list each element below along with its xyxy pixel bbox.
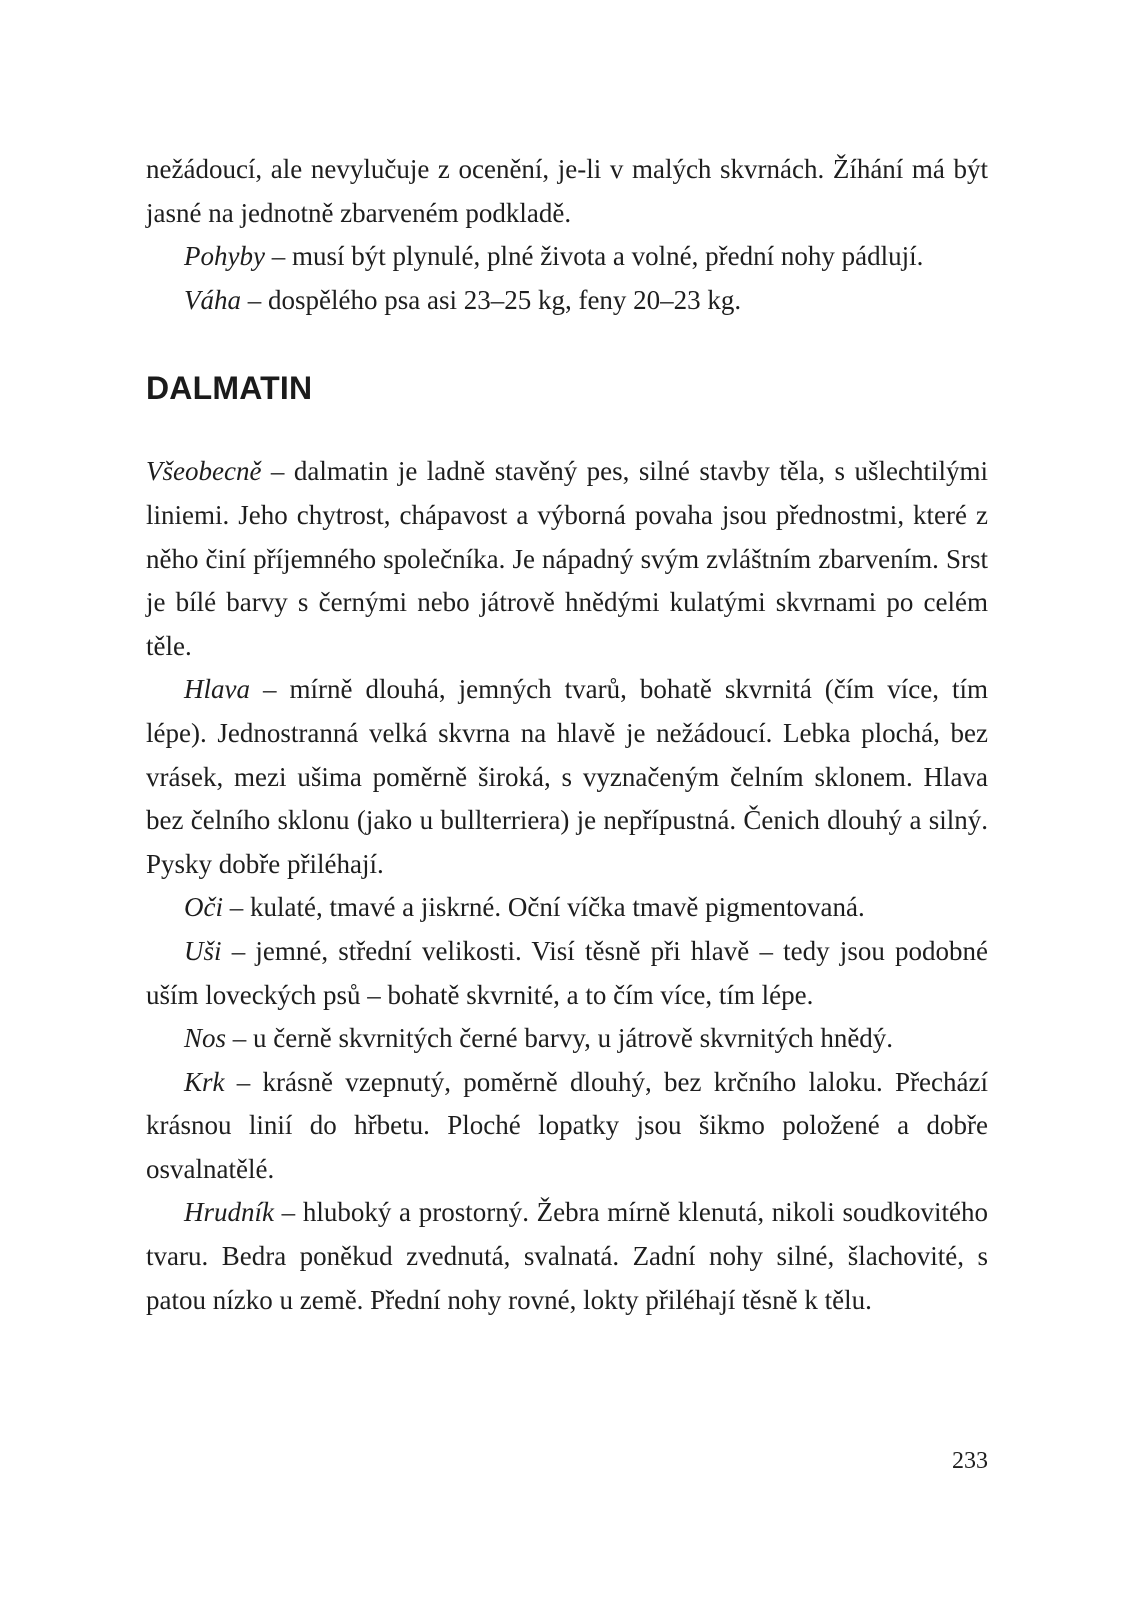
page-body	[146, 148, 988, 1322]
page-number: 233	[952, 1448, 988, 1474]
paragraph-hrudnik	[146, 1191, 988, 1322]
paragraph-nos	[146, 1017, 988, 1061]
paragraph-oci	[146, 886, 988, 930]
paragraph-term: Všeobecně	[146, 456, 262, 487]
paragraph-text: – dalmatin je ladně stavěný pes, silné stavby těla, s ušlechtilými liniemi. Jeho chytrost, chápavost a výborná povaha jsou přednostmi, které z něho činí příjemného společníka. Je nápadný svým zvláštním zbarvením. Srst je bílé barvy s černými nebo játrově hnědými kulatými skvrnami po celém těle.	[146, 456, 988, 661]
paragraph-vaha	[146, 279, 988, 323]
paragraph-text: – mírně dlouhá, jemných tvarů, bohatě skvrnitá (čím více, tím lépe). Jednostranná velká skvrna na hlavě je nežádoucí. Lebka plochá, bez vrásek, mezi ušima poměrně široká, s vyznačeným čelním sklonem. Hlava bez čelního sklonu (jako u bullterriera) je nepřípustná. Čenich dlouhý a silný. Pysky dobře přiléhají.	[146, 674, 988, 879]
paragraph-text: – hluboký a prostorný. Žebra mírně klenutá, nikoli soudkovitého tvaru. Bedra poněkud zvednutá, svalnatá. Zadní nohy silné, šlachovité, s patou nízko u země. Přední nohy rovné, lokty přiléhají těsně k tělu.	[146, 1197, 988, 1315]
paragraph-text: – dospělého psa asi 23–25 kg, feny 20–23 kg.	[241, 284, 742, 315]
paragraph-term: Uši	[184, 935, 222, 966]
paragraph-usi	[146, 930, 988, 1017]
paragraph-term: Krk	[184, 1066, 225, 1097]
paragraph-vseobecne	[146, 450, 988, 668]
paragraph-term: Pohyby	[184, 241, 265, 272]
paragraph-krk	[146, 1061, 988, 1192]
continuation-paragraph: nežádoucí, ale nevylučuje z ocenění, je-li v malých skvrnách. Žíhání má být jasné na jednotně zbarveném podkladě.	[146, 154, 988, 228]
paragraph-term: Hlava	[184, 674, 250, 705]
paragraph-term: Oči	[184, 892, 223, 923]
paragraph-text: – jemné, střední velikosti. Visí těsně při hlavě – tedy jsou podobné uším loveckých psů – bohatě skvrnité, a to čím více, tím lépe.	[146, 935, 988, 1010]
paragraph-pohyby	[146, 235, 988, 279]
paragraph-hlava	[146, 668, 988, 886]
paragraph-term: Hrudník	[184, 1197, 274, 1228]
paragraph-text: – kulaté, tmavé a jiskrné. Oční víčka tmavě pigmentovaná.	[222, 892, 865, 923]
paragraph-text: – krásně vzepnutý, poměrně dlouhý, bez krčního laloku. Přechází krásnou linií do hřbetu. Ploché lopatky jsou šikmo položené a dobře osvalnatělé.	[146, 1066, 988, 1184]
section-heading: DALMATIN	[146, 370, 313, 407]
paragraph-text: – musí být plynulé, plné života a volné, přední nohy pádlují.	[264, 241, 924, 272]
paragraph-term: Váha	[184, 284, 241, 315]
paragraph-text: – u černě skvrnitých černé barvy, u játrově skvrnitých hnědý.	[226, 1023, 894, 1054]
paragraph-term: Nos	[184, 1023, 227, 1054]
